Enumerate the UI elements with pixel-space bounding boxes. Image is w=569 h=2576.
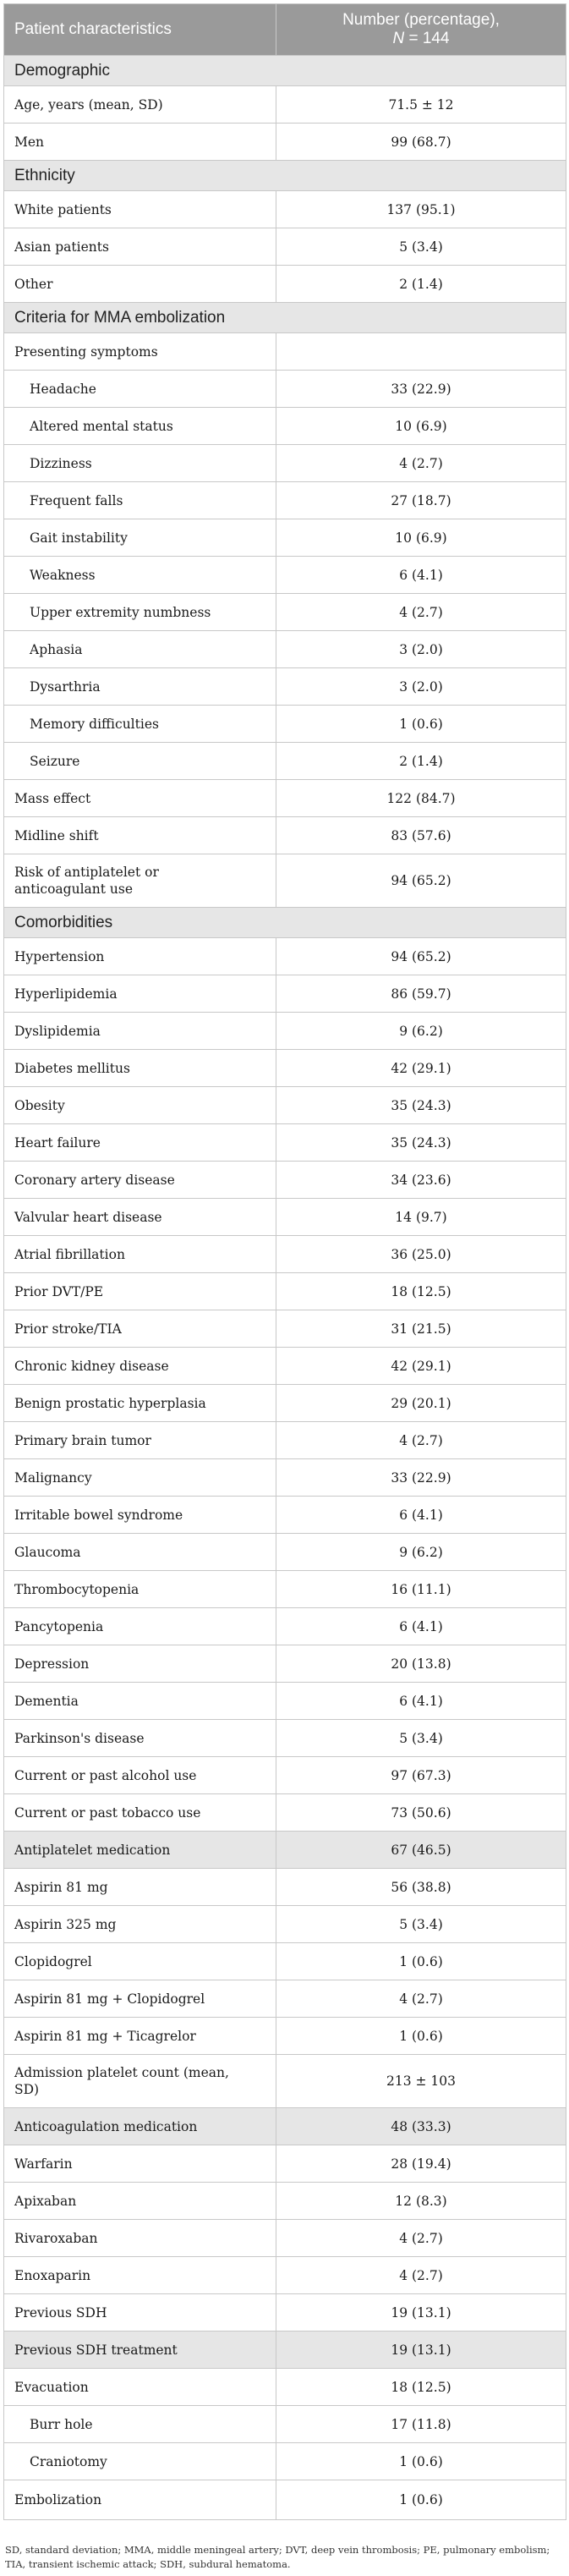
row-label: Mass effect xyxy=(4,780,276,817)
table-row xyxy=(4,124,566,161)
row-value: 94 (65.2) xyxy=(276,938,566,975)
table-row xyxy=(4,371,566,408)
row-label: Enoxaparin xyxy=(4,2257,276,2294)
table-row xyxy=(4,2257,566,2294)
row-value: 18 (12.5) xyxy=(276,1273,566,1310)
row-value: 5 (3.4) xyxy=(276,1906,566,1943)
row-value: 48 (33.3) xyxy=(276,2108,566,2145)
row-label: Craniotomy xyxy=(4,2443,276,2480)
row-value xyxy=(276,333,566,371)
row-label: Aspirin 81 mg xyxy=(4,1869,276,1906)
row-label: Benign prostatic hyperplasia xyxy=(4,1385,276,1422)
row-label: Memory difficulties xyxy=(4,706,276,743)
row-value: 19 (13.1) xyxy=(276,2294,566,2332)
row-value: 19 (13.1) xyxy=(276,2332,566,2369)
row-value: 1 (0.6) xyxy=(276,1943,566,1980)
table-row xyxy=(4,519,566,557)
table-row xyxy=(4,1013,566,1050)
row-label: Glaucoma xyxy=(4,1534,276,1571)
table-row xyxy=(4,1720,566,1757)
row-value: 99 (68.7) xyxy=(276,124,566,161)
table-row xyxy=(4,482,566,519)
row-value: 3 (2.0) xyxy=(276,631,566,668)
row-value: 42 (29.1) xyxy=(276,1348,566,1385)
row-value: 17 (11.8) xyxy=(276,2406,566,2443)
row-label: Malignancy xyxy=(4,1459,276,1497)
row-value: 2 (1.4) xyxy=(276,266,566,303)
row-label-line1: Risk of antiplatelet or xyxy=(14,864,159,880)
row-label: Weakness xyxy=(4,557,276,594)
row-value: 18 (12.5) xyxy=(276,2369,566,2406)
table-row xyxy=(4,266,566,303)
row-value: 4 (2.7) xyxy=(276,594,566,631)
table-row xyxy=(4,1273,566,1310)
row-label: Primary brain tumor xyxy=(4,1422,276,1459)
row-label: Upper extremity numbness xyxy=(4,594,276,631)
table-footnote: SD, standard deviation; MMA, middle meningeal artery; DVT, deep vein thrombosis; PE, pulmonary embolism; TIA, transient ischemic attack; SDH, subdural hematoma. xyxy=(5,2544,550,2571)
row-value: 1 (0.6) xyxy=(276,2018,566,2055)
row-value: 35 (24.3) xyxy=(276,1087,566,1124)
table-row xyxy=(4,2220,566,2257)
row-label: Valvular heart disease xyxy=(4,1199,276,1236)
row-label: Dementia xyxy=(4,1683,276,1720)
table-row xyxy=(4,1980,566,2018)
row-label: White patients xyxy=(4,191,276,228)
table-row xyxy=(4,2183,566,2220)
header-number-percentage xyxy=(276,4,566,56)
table-row xyxy=(4,408,566,445)
table-row xyxy=(4,333,566,371)
row-label: Thrombocytopenia xyxy=(4,1571,276,1608)
row-label: Previous SDH treatment xyxy=(4,2332,276,2369)
table-row xyxy=(4,191,566,228)
row-value: 73 (50.6) xyxy=(276,1794,566,1832)
section-label: Demographic xyxy=(4,56,566,86)
table-row xyxy=(4,2018,566,2055)
table-row xyxy=(4,975,566,1013)
row-label: Hyperlipidemia xyxy=(4,975,276,1013)
row-value: 71.5 ± 12 xyxy=(276,86,566,124)
table-row xyxy=(4,86,566,124)
row-value: 31 (21.5) xyxy=(276,1310,566,1348)
row-value: 1 (0.6) xyxy=(276,2443,566,2480)
table-row xyxy=(4,1348,566,1385)
row-label: Obesity xyxy=(4,1087,276,1124)
table-row xyxy=(4,1794,566,1832)
row-value: 1 (0.6) xyxy=(276,2480,566,2520)
row-label: Prior DVT/PE xyxy=(4,1273,276,1310)
row-value: 10 (6.9) xyxy=(276,408,566,445)
table-row xyxy=(4,817,566,854)
row-label: Parkinson's disease xyxy=(4,1720,276,1757)
row-label: Midline shift xyxy=(4,817,276,854)
row-label: Presenting symptoms xyxy=(4,333,276,371)
row-label: Irritable bowel syndrome xyxy=(4,1497,276,1534)
row-label: Altered mental status xyxy=(4,408,276,445)
row-value: 6 (4.1) xyxy=(276,1497,566,1534)
row-value: 33 (22.9) xyxy=(276,1459,566,1497)
group-antiplatelet-medication xyxy=(4,1832,566,1869)
table-row xyxy=(4,2369,566,2406)
row-label: Gait instability xyxy=(4,519,276,557)
table-row xyxy=(4,557,566,594)
row-value: 9 (6.2) xyxy=(276,1534,566,1571)
row-value: 27 (18.7) xyxy=(276,482,566,519)
row-label: Aphasia xyxy=(4,631,276,668)
row-label xyxy=(4,854,276,908)
section-criteria-mma-embolization xyxy=(4,303,566,333)
row-value: 56 (38.8) xyxy=(276,1869,566,1906)
patient-characteristics-table xyxy=(3,3,566,2520)
table-row xyxy=(4,1571,566,1608)
table-row xyxy=(4,1236,566,1273)
table-row xyxy=(4,1683,566,1720)
section-label: Criteria for MMA embolization xyxy=(4,303,566,333)
row-value: 10 (6.9) xyxy=(276,519,566,557)
row-value: 5 (3.4) xyxy=(276,1720,566,1757)
row-label: Other xyxy=(4,266,276,303)
row-value: 213 ± 103 xyxy=(276,2055,566,2108)
table-row xyxy=(4,631,566,668)
row-value: 9 (6.2) xyxy=(276,1013,566,1050)
row-label: Headache xyxy=(4,371,276,408)
table-row xyxy=(4,1943,566,1980)
table-row xyxy=(4,1645,566,1683)
row-label: Dizziness xyxy=(4,445,276,482)
row-value: 35 (24.3) xyxy=(276,1124,566,1162)
table-row xyxy=(4,1087,566,1124)
row-label: Rivaroxaban xyxy=(4,2220,276,2257)
table-row xyxy=(4,1608,566,1645)
table-row xyxy=(4,743,566,780)
row-value: 122 (84.7) xyxy=(276,780,566,817)
row-value: 6 (4.1) xyxy=(276,1608,566,1645)
table-row xyxy=(4,1906,566,1943)
row-value: 42 (29.1) xyxy=(276,1050,566,1087)
section-label: Ethnicity xyxy=(4,161,566,191)
table-row xyxy=(4,854,566,908)
row-value: 33 (22.9) xyxy=(276,371,566,408)
table-row xyxy=(4,1459,566,1497)
row-label: Chronic kidney disease xyxy=(4,1348,276,1385)
row-value: 4 (2.7) xyxy=(276,2257,566,2294)
row-value: 20 (13.8) xyxy=(276,1645,566,1683)
row-label: Aspirin 81 mg + Ticagrelor xyxy=(4,2018,276,2055)
row-value: 28 (19.4) xyxy=(276,2145,566,2183)
table-row xyxy=(4,1162,566,1199)
table-row xyxy=(4,668,566,706)
row-value: 6 (4.1) xyxy=(276,557,566,594)
row-value: 16 (11.1) xyxy=(276,1571,566,1608)
table-row xyxy=(4,1050,566,1087)
row-label: Age, years (mean, SD) xyxy=(4,86,276,124)
row-label: Coronary artery disease xyxy=(4,1162,276,1199)
row-label xyxy=(4,2055,276,2108)
row-label: Men xyxy=(4,124,276,161)
row-label: Seizure xyxy=(4,743,276,780)
table-row xyxy=(4,1310,566,1348)
table-row xyxy=(4,594,566,631)
table-row xyxy=(4,2294,566,2332)
row-value: 3 (2.0) xyxy=(276,668,566,706)
row-label: Atrial fibrillation xyxy=(4,1236,276,1273)
row-value: 34 (23.6) xyxy=(276,1162,566,1199)
row-label-line1: Admission platelet count (mean, xyxy=(14,2064,229,2080)
group-previous-sdh-treatment xyxy=(4,2332,566,2369)
row-label: Frequent falls xyxy=(4,482,276,519)
row-value: 29 (20.1) xyxy=(276,1385,566,1422)
row-value: 14 (9.7) xyxy=(276,1199,566,1236)
table-row xyxy=(4,2055,566,2108)
row-label: Aspirin 81 mg + Clopidogrel xyxy=(4,1980,276,2018)
table-row xyxy=(4,938,566,975)
row-value: 2 (1.4) xyxy=(276,743,566,780)
row-value: 94 (65.2) xyxy=(276,854,566,908)
table-row xyxy=(4,2480,566,2520)
row-label-line2: SD) xyxy=(14,2082,40,2097)
table-row xyxy=(4,445,566,482)
row-label: Prior stroke/TIA xyxy=(4,1310,276,1348)
row-label: Asian patients xyxy=(4,228,276,266)
row-value: 4 (2.7) xyxy=(276,445,566,482)
row-value: 67 (46.5) xyxy=(276,1832,566,1869)
table-row xyxy=(4,2406,566,2443)
row-label: Dyslipidemia xyxy=(4,1013,276,1050)
row-value: 4 (2.7) xyxy=(276,2220,566,2257)
table-row xyxy=(4,1534,566,1571)
section-demographic xyxy=(4,56,566,86)
group-anticoagulation-medication xyxy=(4,2108,566,2145)
table-row xyxy=(4,1199,566,1236)
table-header-row xyxy=(4,4,566,56)
row-label: Warfarin xyxy=(4,2145,276,2183)
row-label: Hypertension xyxy=(4,938,276,975)
table-row xyxy=(4,1497,566,1534)
table-row xyxy=(4,228,566,266)
row-label: Depression xyxy=(4,1645,276,1683)
header-n-symbol: N xyxy=(392,30,405,47)
table-row xyxy=(4,2145,566,2183)
row-label-line2: anticoagulant use xyxy=(14,882,134,897)
row-value: 83 (57.6) xyxy=(276,817,566,854)
row-value: 86 (59.7) xyxy=(276,975,566,1013)
table-row xyxy=(4,1869,566,1906)
row-value: 137 (95.1) xyxy=(276,191,566,228)
table-row xyxy=(4,1757,566,1794)
row-label: Heart failure xyxy=(4,1124,276,1162)
row-label: Current or past tobacco use xyxy=(4,1794,276,1832)
row-value: 12 (8.3) xyxy=(276,2183,566,2220)
row-label: Clopidogrel xyxy=(4,1943,276,1980)
header-col2-line1: Number (percentage), xyxy=(342,11,500,29)
row-label: Dysarthria xyxy=(4,668,276,706)
row-value: 4 (2.7) xyxy=(276,1422,566,1459)
section-ethnicity xyxy=(4,161,566,191)
row-label: Pancytopenia xyxy=(4,1608,276,1645)
section-comorbidities xyxy=(4,908,566,938)
row-label: Anticoagulation medication xyxy=(4,2108,276,2145)
row-label: Antiplatelet medication xyxy=(4,1832,276,1869)
row-label: Embolization xyxy=(4,2480,276,2520)
row-label: Current or past alcohol use xyxy=(4,1757,276,1794)
header-n-value: = 144 xyxy=(404,30,450,47)
row-value: 97 (67.3) xyxy=(276,1757,566,1794)
row-value: 36 (25.0) xyxy=(276,1236,566,1273)
section-label: Comorbidities xyxy=(4,908,566,938)
row-value: 4 (2.7) xyxy=(276,1980,566,2018)
row-label: Evacuation xyxy=(4,2369,276,2406)
row-value: 5 (3.4) xyxy=(276,228,566,266)
row-label: Burr hole xyxy=(4,2406,276,2443)
table-row xyxy=(4,2443,566,2480)
row-label: Previous SDH xyxy=(4,2294,276,2332)
table-row xyxy=(4,1385,566,1422)
table-row xyxy=(4,780,566,817)
row-value: 1 (0.6) xyxy=(276,706,566,743)
table-row xyxy=(4,706,566,743)
row-value: 6 (4.1) xyxy=(276,1683,566,1720)
row-label: Aspirin 325 mg xyxy=(4,1906,276,1943)
row-label: Diabetes mellitus xyxy=(4,1050,276,1087)
row-label: Apixaban xyxy=(4,2183,276,2220)
table-row xyxy=(4,1124,566,1162)
header-patient-characteristics: Patient characteristics xyxy=(4,4,276,56)
table-row xyxy=(4,1422,566,1459)
